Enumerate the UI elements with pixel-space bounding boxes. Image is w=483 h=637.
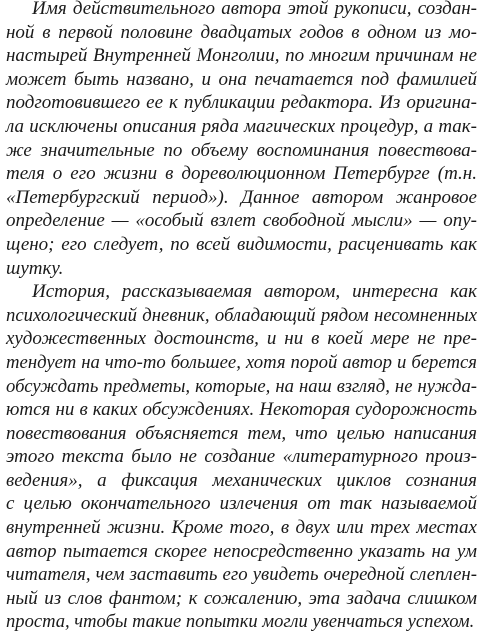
paragraph-line: же значительные по объему воспоминания повествова- (6, 139, 477, 161)
paragraph-line: шутку. (6, 257, 64, 279)
paragraph-2 (6, 280, 477, 634)
paragraph-line: обсуждать предметы, которые, на наш взгляд, не нужда- (6, 375, 477, 397)
paragraph-line: может быть названо, и она печатается под фамилией (6, 68, 477, 90)
paragraph-line: проста, чтобы такие попытки могли увенчаться успехом. (6, 611, 475, 633)
paragraph-line: автор пытается скорее непосредственно указать на ум (6, 540, 477, 562)
paragraph-line: Имя действительного автора этой рукописи, создан- (32, 0, 477, 19)
paragraph-line: повествования объясняется тем, что целью написания (6, 422, 477, 444)
paragraph-line: этого текста было не создание «литературного произ- (6, 446, 477, 468)
paragraph-line: художественных достоинств, и ни в коей мере не пре- (6, 328, 477, 350)
paragraph-line: ведения», а фиксация механических циклов сознания (6, 469, 477, 491)
paragraph-line: с целью окончательного излечения от так называемой (6, 493, 477, 515)
paragraph-line: ный из слов фантом; к сожалению, эта задача слишком (6, 587, 477, 609)
paragraph-line: История, рассказываемая автором, интересна как (32, 281, 477, 303)
paragraph-line: теля о его жизни в дореволюционном Петербурге (т.н. (6, 163, 477, 185)
paragraph-line: тендует на что-то большее, хотя порой автор и берется (6, 351, 477, 373)
paragraph-line: ются ни в каких обсуждениях. Некоторая судорожность (6, 399, 477, 421)
paragraph-line: психологический дневник, обладающий рядом несомненных (6, 304, 477, 326)
paragraph-line: читателя, чем заставить его увидеть очередной слеплен- (6, 564, 477, 586)
paragraph-line: подготовившего ее к публикации редактора. Из оригина- (6, 92, 477, 114)
paragraph-line: ной в первой половине двадцатых годов в одном из мо- (6, 21, 477, 43)
paragraph-line: «Петербургский период»). Данное автором жанровое (6, 186, 477, 208)
paragraph-line: ла исключены описания ряда магических процедур, а так- (6, 115, 477, 137)
paragraph-line: внутренней жизни. Кроме того, в двух или трех местах (6, 517, 477, 539)
paragraph-1 (6, 0, 477, 280)
paragraph-line: определение — «особый взлет свободной мысли» — опу- (6, 210, 477, 232)
paragraph-line: щено; его следует, по всей видимости, расценивать как (6, 233, 477, 255)
document-body (6, 0, 477, 634)
paragraph-line: настырей Внутренней Монголии, по многим причинам не (6, 45, 477, 67)
